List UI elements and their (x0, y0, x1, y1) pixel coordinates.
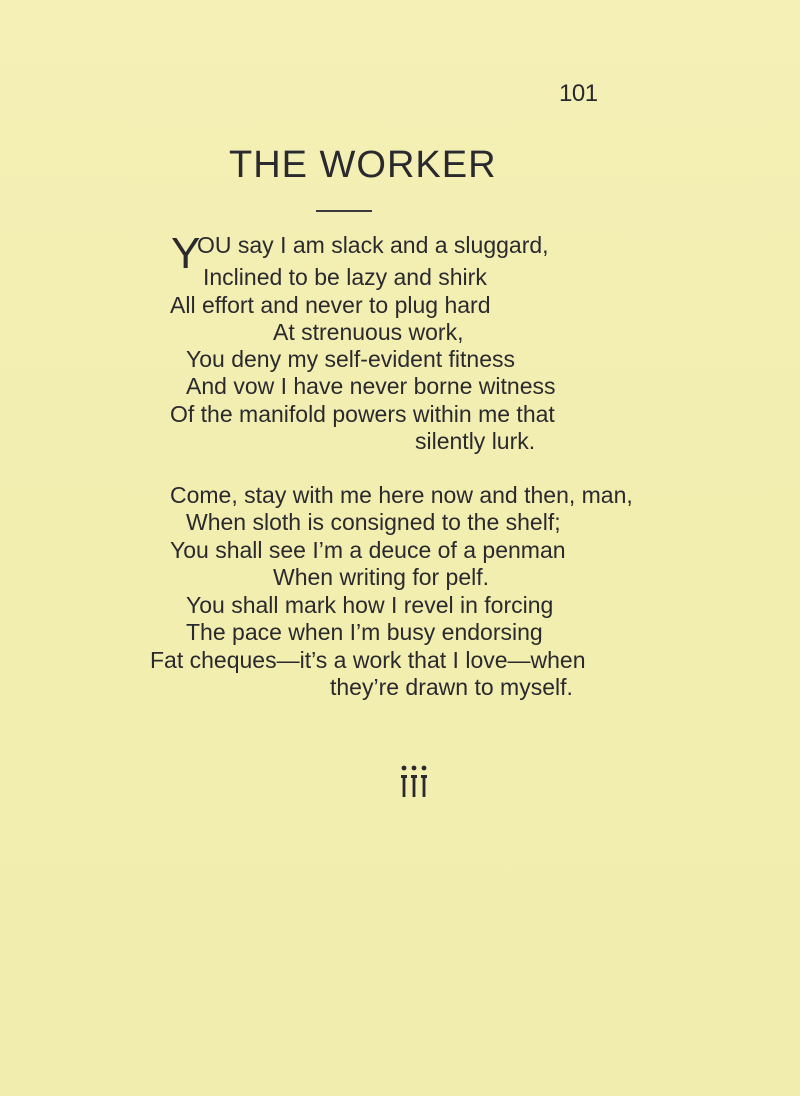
drop-cap: Y (171, 229, 201, 278)
poem-line: Inclined to be lazy and shirk (203, 264, 487, 290)
three-pillar-ornament-icon (400, 764, 428, 808)
poem-line: OU say I am slack and a sluggard, (197, 232, 549, 258)
poem-line: The pace when I’m busy endorsing (186, 619, 543, 645)
poem-line: You deny my self-evident fitness (186, 346, 515, 372)
poem-line: Fat cheques—it’s a work that I love—when (150, 647, 586, 673)
poem-line: All effort and never to plug hard (170, 292, 491, 318)
poem-line: Of the manifold powers within me that (170, 401, 555, 427)
poem-line: You shall see I’m a deuce of a penman (170, 537, 566, 563)
poem-title: THE WORKER (229, 144, 497, 186)
title-divider (316, 210, 372, 212)
page-number: 101 (559, 80, 598, 107)
poem-line: When writing for pelf. (273, 564, 490, 590)
poem-line: You shall mark how I revel in forcing (186, 592, 554, 618)
poem-line: When sloth is consigned to the shelf; (186, 509, 561, 535)
poem-line: they’re drawn to myself. (330, 674, 573, 700)
poem-line: Come, stay with me here now and then, man, (170, 482, 633, 508)
poem-line: silently lurk. (415, 428, 536, 454)
poem-line: And vow I have never borne witness (186, 373, 556, 399)
poem-line: At strenuous work, (273, 319, 464, 345)
